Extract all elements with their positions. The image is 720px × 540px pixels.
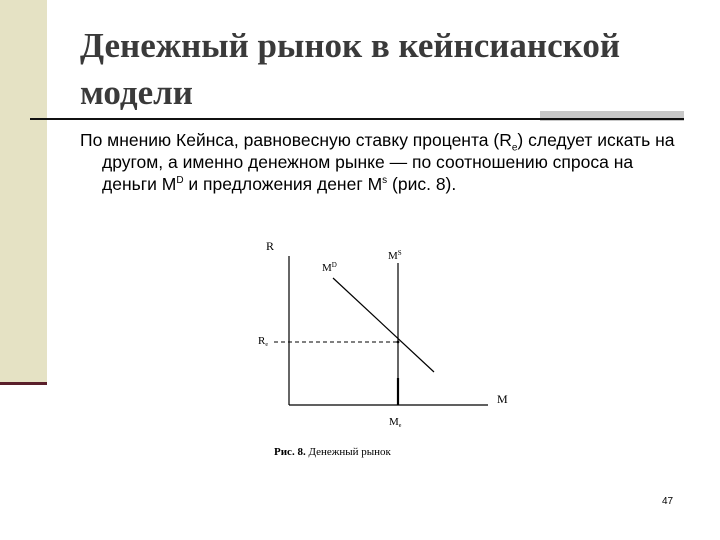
body-text-lead: По мнению Кейнса, равновесную ставку процента (R <box>80 130 512 150</box>
page-number: 47 <box>662 496 674 507</box>
body-subscript-e: e <box>511 142 518 154</box>
re-label-sub: e <box>265 342 269 348</box>
caption-text: Денежный рынок <box>305 446 391 458</box>
demand-label-sup: D <box>331 261 337 269</box>
supply-label-text: M <box>388 250 398 262</box>
me-label-text: M <box>389 416 399 428</box>
demand-line <box>333 278 434 372</box>
y-axis-label: R <box>266 239 275 253</box>
supply-label-sup: S <box>397 249 402 257</box>
x-axis-label: M <box>497 392 508 406</box>
demand-label-text: M <box>322 262 332 274</box>
caption-bold: Рис. 8. <box>274 446 306 458</box>
me-label-sub: e <box>398 423 402 429</box>
equilibrium-point <box>397 341 400 344</box>
re-label-text: R <box>258 335 266 347</box>
body-text-mid2: и предложения денег M <box>183 174 383 194</box>
slide-title: Денежный рынок в кейнсианской модели <box>80 26 620 112</box>
body-superscript-d: D <box>176 175 184 187</box>
figure-caption <box>268 441 494 463</box>
body-text-end: (рис. 8). <box>387 174 457 194</box>
body-text-mid1: ) следует искать на другом, а именно денежном рынке — по соотношению спроса на деньги M <box>102 130 675 194</box>
body-superscript-s: s <box>382 175 388 187</box>
x-label-bg <box>485 387 540 409</box>
